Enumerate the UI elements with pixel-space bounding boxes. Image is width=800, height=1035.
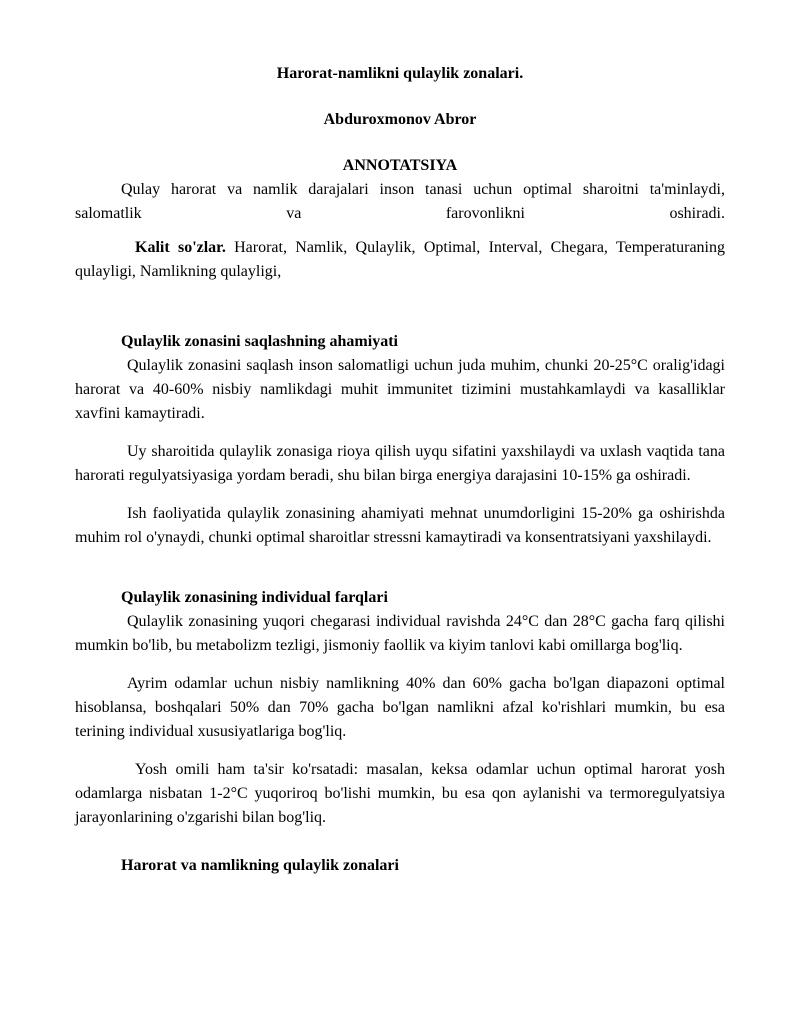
spacer — [75, 550, 725, 586]
spacer — [75, 426, 725, 440]
section-paragraph: Qulaylik zonasining yuqori chegarasi individual ravishda 24°C dan 28°C gacha farq qilishi mumkin bo'lib, bu metabolizm tezligi, jismoniy faollik va kiyim tanlovi kabi omillarga bog'liq. — [75, 613, 725, 654]
section-paragraph: Ayrim odamlar uchun nisbiy namlikning 40% dan 60% gacha bo'lgan diapazoni optimal hisoblansa, boshqalari 50% dan 70% gacha bo'lgan namlikni afzal ko'rishlari mumkin, bu esa terining individual xususiyatlariga bog'liq. — [75, 675, 725, 740]
spacer — [75, 284, 725, 330]
keywords-paragraph — [75, 236, 725, 284]
keywords-text: Harorat, Namlik, Qulaylik, Optimal, Interval, Chegara, Temperaturaning qulayligi, Namlikning qulayligi, — [75, 239, 725, 280]
annotation-heading: ANNOTATSIYA — [342, 157, 458, 174]
section-paragraph: Uy sharoitida qulaylik zonasiga rioya qilish uyqu sifatini yaxshilaydi va uxlash vaqtida tana harorati regulyatsiyasiga yordam beradi, shu bilan birga energiya darajasini 10-15% ga oshiradi. — [75, 443, 725, 484]
spacer — [75, 744, 725, 758]
spacer — [75, 488, 725, 502]
spacer — [75, 830, 725, 854]
document-title: Harorat-namlikni qulaylik zonalari. — [276, 65, 524, 82]
section-paragraph: Qulaylik zonasini saqlash inson salomatligi uchun juda muhim, chunki 20-25°C oralig'idagi harorat va 40-60% nisbiy namlikdagi muhit immunitet tizimini mustahkamlaydi va kasalliklar xavfini kamaytiradi. — [75, 357, 725, 422]
spacer — [75, 226, 725, 236]
document-author: Abduroxmonov Abror — [323, 111, 477, 128]
section-paragraph: Yosh omili ham ta'sir ko'rsatadi: masalan, keksa odamlar uchun optimal harorat yosh odamlarga nisbatan 1-2°C yuqoriroq bo'lishi mumkin, bu esa qon aylanishi va termoregulyatsiya jarayonlarining o'zgarishi bilan bog'liq. — [75, 761, 725, 826]
section-heading-individual: Qulaylik zonasining individual farqlari — [121, 589, 388, 606]
annotation-text: Qulay harorat va namlik darajalari inson tanasi uchun optimal sharoitni ta'minlaydi, salomatlik va farovonlikni oshiradi. — [75, 181, 725, 222]
keywords-label: Kalit so'zlar. — [135, 239, 226, 256]
spacer — [75, 658, 725, 672]
section-paragraph: Ish faoliyatida qulaylik zonasining ahamiyati mehnat unumdorligini 15-20% ga oshirishda muhim rol o'ynaydi, chunki optimal sharoitlar stressni kamaytiradi va konsentratsiyani yaxshilaydi. — [75, 505, 725, 546]
section-heading-importance: Qulaylik zonasini saqlashning ahamiyati — [121, 333, 398, 350]
section-heading-zones: Harorat va namlikning qulaylik zonalari — [121, 857, 399, 874]
